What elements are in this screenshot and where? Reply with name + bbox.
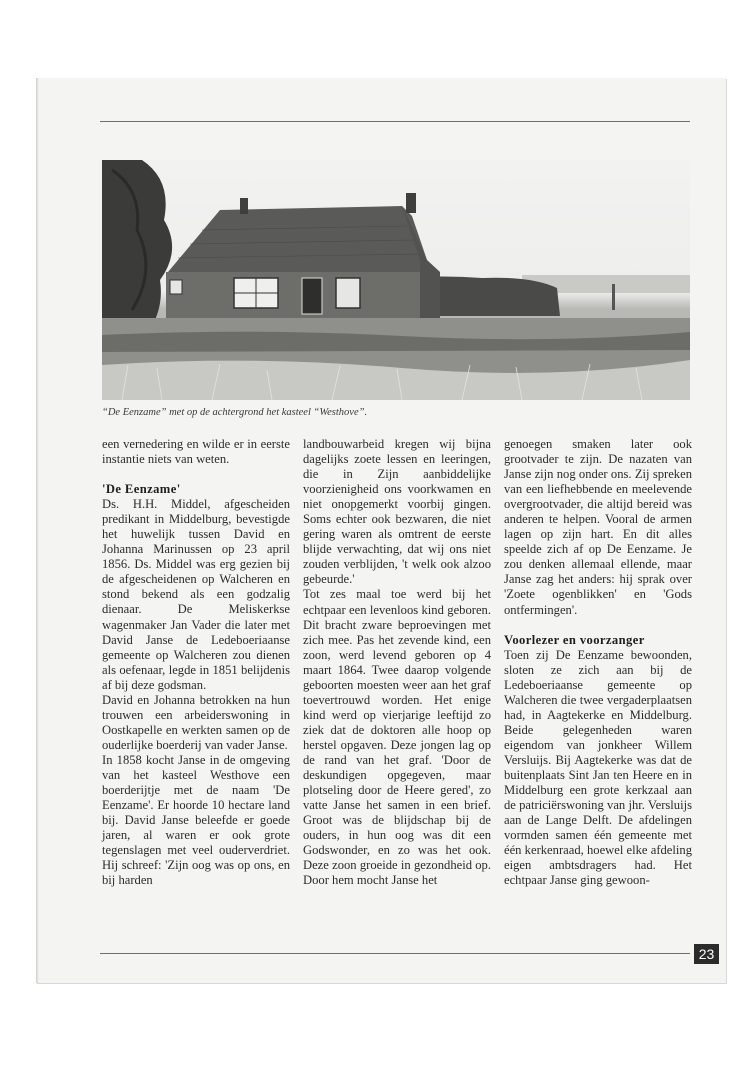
farmhouse-photo-drawing: [102, 160, 690, 400]
paragraph: In 1858 kocht Janse in de omgeving van het kasteel Westhove een boerderijtje met de naam 'De Eenzame'. Er hoorde 10 hectare land bij. David Janse beleefde er goede jaren, al waren er ook grote tegenslagen met veel ouderverdriet. Hij schreef: 'Zijn oog was op ons, en bij harden: [102, 752, 290, 888]
paragraph: Toen zij De Eenzame bewoonden, sloten ze zich aan bij de Ledeboeriaanse gemeente op Walcheren die twee vergaderplaatsen had, in Aagtekerke en Middelburg. Beide gelegenheden waren eigendom van jonkheer Willem Versluijs. Bij Aagtekerke was dat de buitenplaats Sint Jan ten Heere en in Middelburg een grote kerkzaal aan de patriciërswoning van jhr. Versluijs aan de Lange Delft. De afdelingen vormden samen één gemeente met één kerkenraad, hoewel elke afdeling eigen ambtsdragers had. Het echtpaar Janse ging gewoon-: [504, 647, 692, 888]
paragraph: een vernedering en wilde er in eerste instantie niets van weten.: [102, 437, 290, 467]
text-column-2: [303, 437, 491, 888]
house-roof: [168, 206, 427, 274]
paragraph: genoegen smaken later ook grootvader te zijn. De nazaten van Janse zijn nog onder ons. Zij spreken van een liefhebbende en meelevende overgrootvader, die altijd bereid was anderen te helpen. Vooral de armen lagen op zijn hart. En dit alles speelde zich af op De Eenzame. Je zou denken allemaal ellende, maar Janse zag het anders: hij sprak over 'Zoete ogenblikken' en 'Gods ontfermingen'.: [504, 437, 692, 617]
chimney-left: [240, 198, 248, 214]
farmhouse-photo: [102, 160, 690, 400]
text-column-3: [504, 437, 692, 888]
house-wall: [166, 272, 422, 318]
fence-post: [612, 284, 615, 310]
paragraph: landbouwarbeid kregen wij bijna dagelijks zoete lessen en leeringen, die in Zijn aanbiddelijke voorzienigheid ons voorkwamen en niet onopgemerkt voorbij gingen. Soms echter ook bezwaren, die niet gering waren als omtrent de eerste blijde verwachting, dat wij ons niet zouden verblijden, 't welk ook alzoo gebeurde.': [303, 437, 491, 587]
top-rule: [100, 121, 690, 122]
section-heading: Voorlezer en voorzanger: [504, 632, 645, 647]
paragraph: David en Johanna betrokken na hun trouwen een arbeiderswoning in Oostkapelle en werkten samen op de ouderlijke boerderij van vader Janse.: [102, 692, 290, 752]
page-binding-edge: [36, 78, 39, 983]
paragraph: Ds. H.H. Middel, afgescheiden predikant in Middelburg, bevestigde het huwelijk tussen David en Johanna Marinussen op 23 april 1856. Ds. Middel was erg gezien bij de afgescheidenen op Walcheren en stond bekend als een godzalig dienaar. De Meliskerkse wagenmaker Jan Vader die later met David Janse de Ledeboeriaanse gemeente op Walcheren zou dienen als oefenaar, legde in 1851 belijdenis af bij deze godsman.: [102, 497, 290, 692]
bottom-rule: [100, 953, 690, 954]
page-number: 23: [694, 944, 719, 964]
section-heading: 'De Eenzame': [102, 482, 181, 497]
photo-caption: “De Eenzame” met op de achtergrond het kasteel “Westhove”.: [102, 407, 368, 418]
door: [302, 278, 322, 314]
text-column-1: [102, 437, 290, 888]
window-right: [336, 278, 360, 308]
chimney-right: [406, 193, 416, 213]
paragraph: Tot zes maal toe werd bij het echtpaar een levenloos kind geboren. Dit bracht zware beproevingen met zich mee. Pas het zevende kind, een zoon, werd levend geboren op 4 maart 1864. Twee daarop volgende geboorten moesten weer aan het graf toevertrouwd worden. Het enige kind werd op vierjarige leeftijd zo ziek dat de doktoren alle hoop op herstel opgaven. Deze jongen lag op de rand van het graf. 'Door de deskundigen opgegeven, maar plotseling door de Heere gered', zo vatte Janse het samen in een brief. Groot was de blijdschap bij de ouders, in hun oog was dit een Godswonder, en zo was het ook. Deze zoon groeide in gezondheid op. Door hem mocht Janse het: [303, 587, 491, 888]
window-small: [170, 280, 182, 294]
